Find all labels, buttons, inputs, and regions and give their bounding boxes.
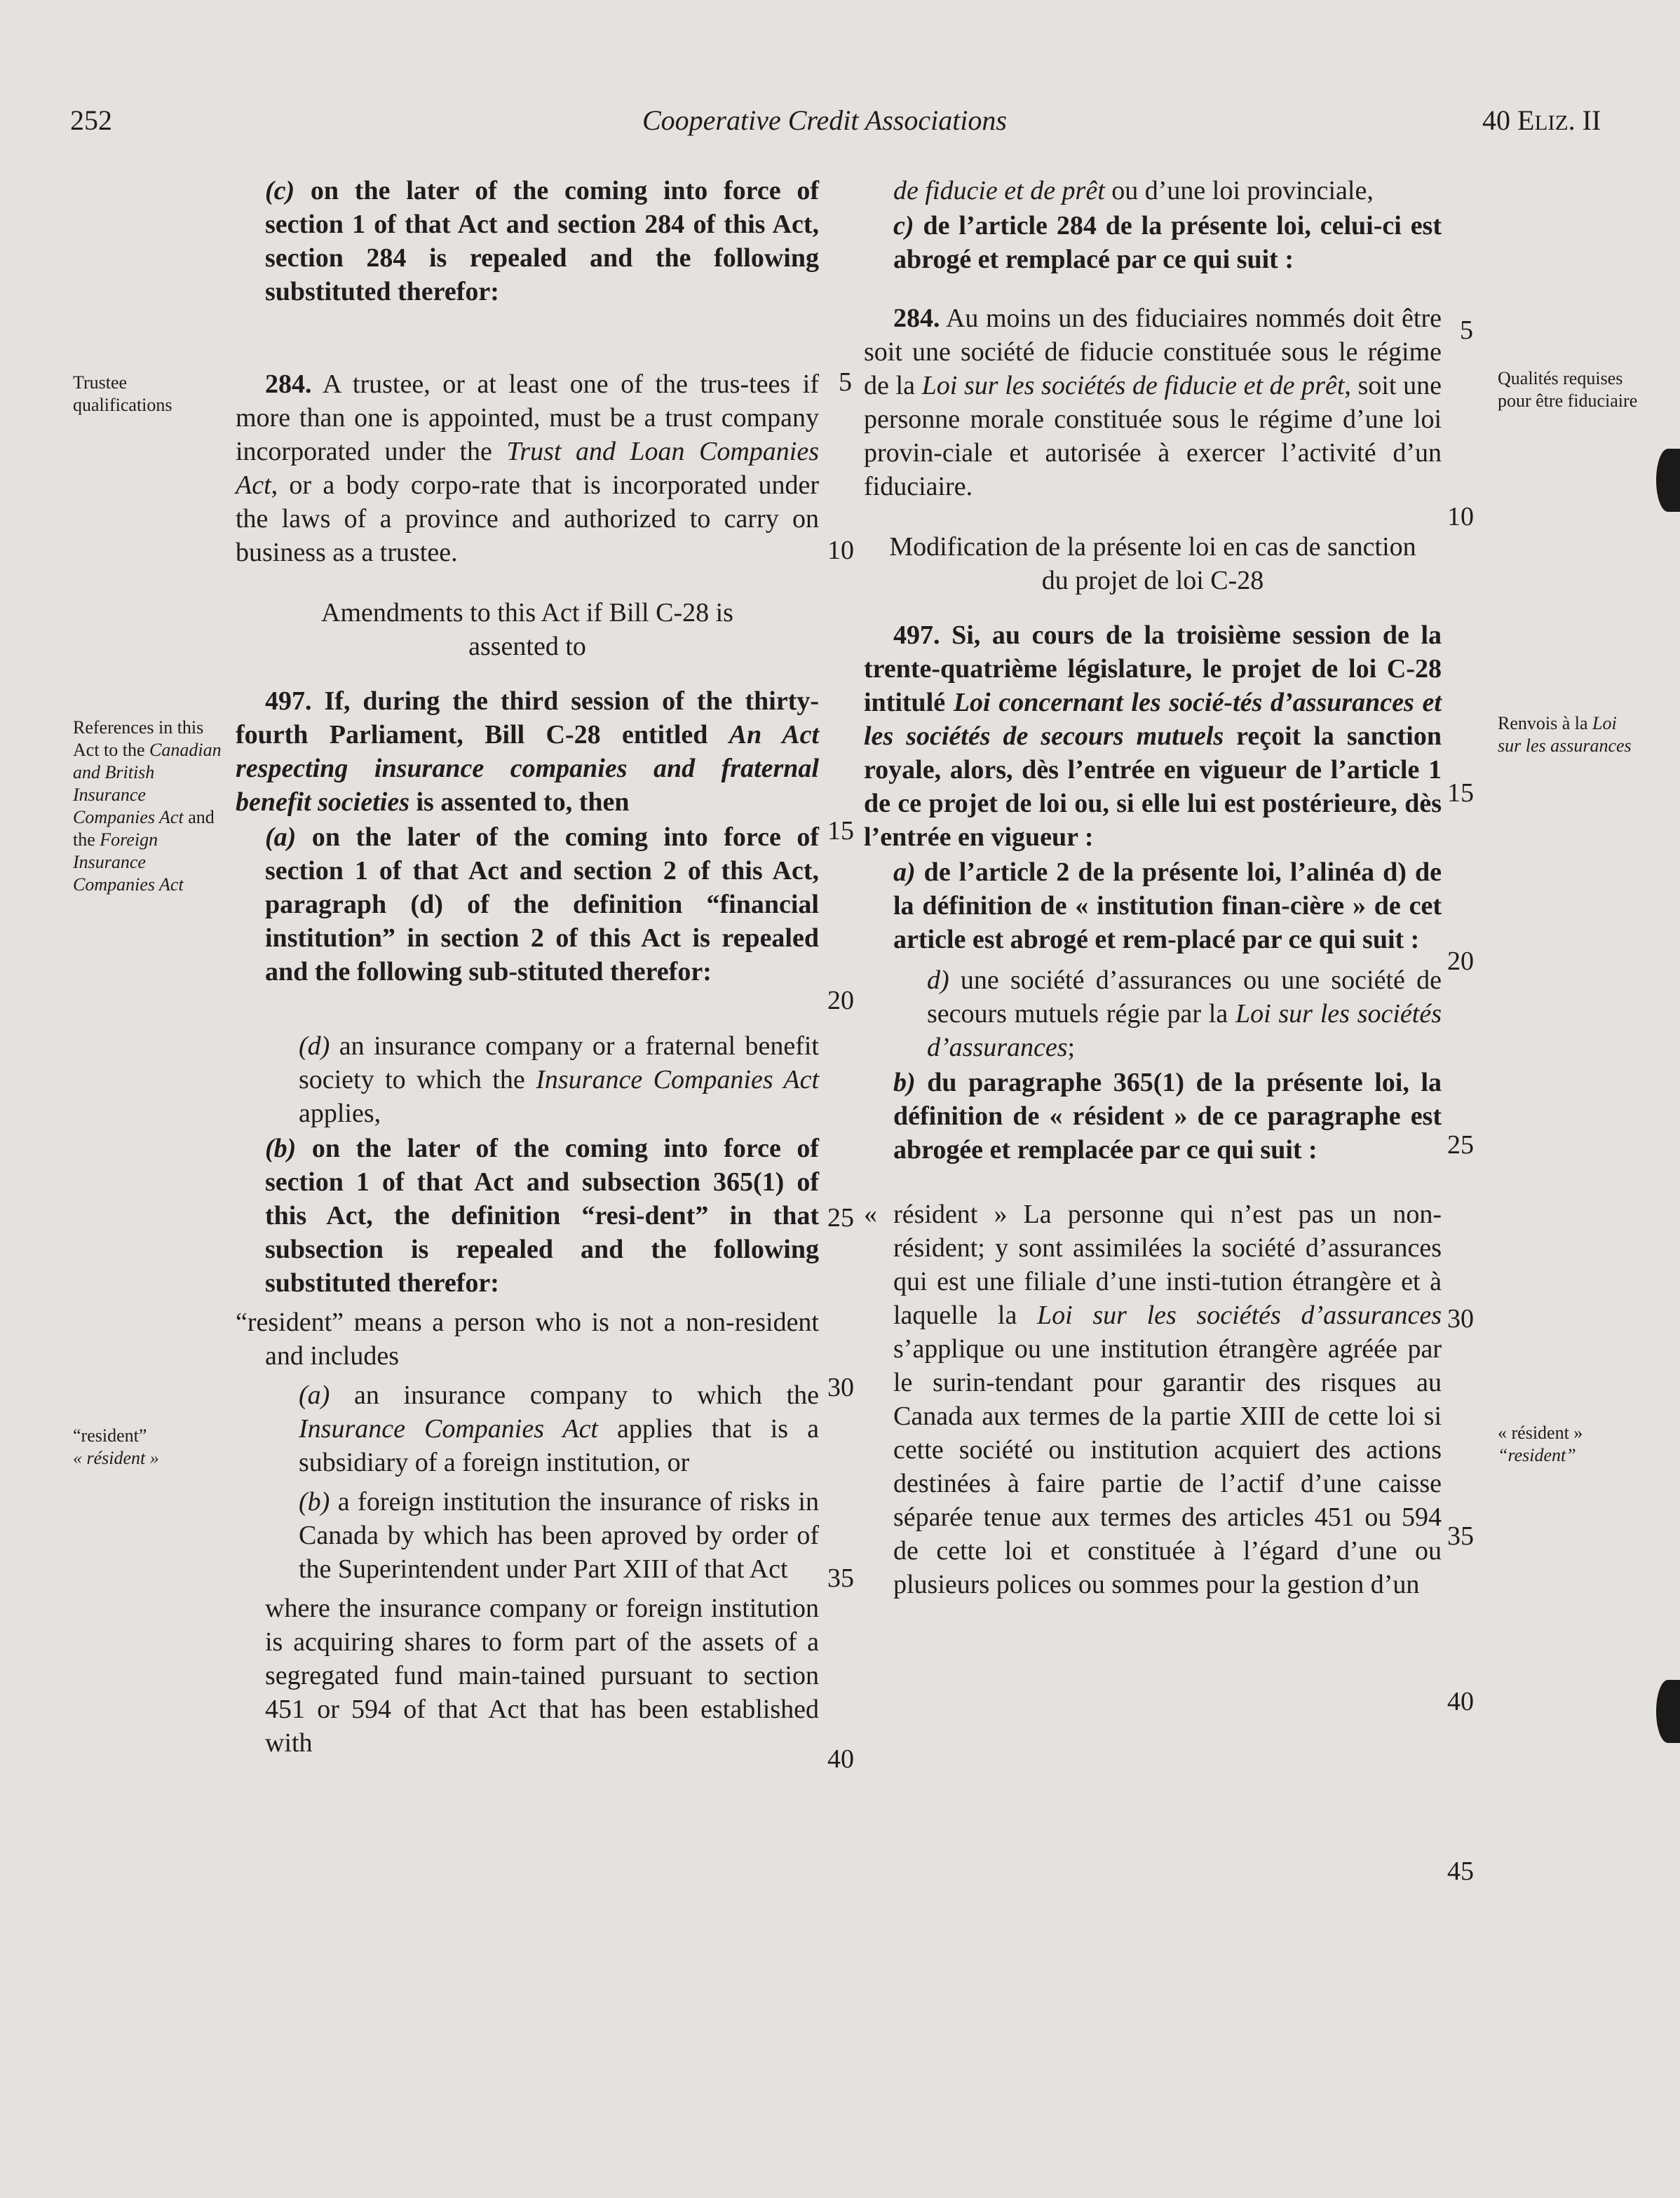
en-497-text1: If, during the third session of the thirty-fourth Parliament, Bill C-28 entitled xyxy=(236,686,819,749)
margin-note-references-and: and the xyxy=(73,807,215,850)
en-284-num: 284. xyxy=(265,369,312,399)
fr-line-number: 35 xyxy=(1447,1521,1474,1551)
en-d-text2: applies, xyxy=(299,1099,381,1128)
en-line-number: 5 xyxy=(839,367,852,397)
fr-284-text1: Au moins un des fiduciaires nommés doit être soit une société de fiducie constituée sous le régime de la xyxy=(864,304,1442,400)
fr-para-d xyxy=(864,963,1442,1064)
en-497-text2: is assented to, then xyxy=(409,787,630,817)
en-497-num: 497. xyxy=(265,686,312,716)
fr-c-text: de l’article 284 de la présente loi, celui-ci est abrogé et remplacé par ce qui suit : xyxy=(893,211,1442,274)
fr-heading: Modification de la présente loi en cas de sanction du projet de loi C-28 xyxy=(889,532,1416,595)
en-line-number: 20 xyxy=(827,986,854,1015)
margin-note-references xyxy=(73,717,224,896)
fr-resident-text2: s’applique ou une institution étrangère agréée par le surin-tendant pour garantir des risques au Canada aux termes de la partie XIII de cette loi si cette société ou institution acquiert des actions destinées à faire partie de l’actif d’une caisse séparée tenue aux termes des articles 451 ou 594 de cette loi et constituée à l’égard d’une ou plusieurs polices ou sommes pour la gestion d’un xyxy=(893,1334,1442,1599)
margin-note-renvois-text: Renvois à la xyxy=(1498,713,1593,733)
en-284-act: Trust and Loan Companies Act xyxy=(236,437,819,500)
fr-line-number: 5 xyxy=(1460,316,1473,345)
en-line-number: 40 xyxy=(827,1744,854,1774)
fr-line-number: 20 xyxy=(1447,947,1474,976)
fr-d-text1: une société d’assurances ou une société de secours mutuels régie par la xyxy=(927,965,1442,1029)
en-497-bill-title: An Act respecting insurance companies and fraternal benefit societies xyxy=(236,720,819,817)
margin-note-trustee-qualifications: Trustee qualifications xyxy=(73,372,172,415)
fr-line-number: 15 xyxy=(1447,778,1474,808)
fr-line-number: 10 xyxy=(1447,502,1474,531)
en-section-284 xyxy=(236,367,819,569)
fr-d-text2: ; xyxy=(1067,1033,1076,1062)
en-resident-definition: “resident” means a person who is not a non-resident and includes xyxy=(236,1308,819,1371)
fr-c-label: c) xyxy=(893,211,914,240)
margin-note-qualites: Qualités requises pour être fiduciaire xyxy=(1498,368,1638,411)
en-res-b-label: (b) xyxy=(299,1487,330,1517)
page-number: 252 xyxy=(70,104,112,136)
margin-note-references-act2: Foreign Insurance Companies Act xyxy=(73,829,184,895)
fr-resident-act: Loi sur les sociétés d’assurances xyxy=(1037,1301,1442,1330)
regnal-suffix: . II xyxy=(1568,104,1601,136)
en-resident-a xyxy=(236,1378,819,1479)
en-d-act: Insurance Companies Act xyxy=(536,1065,819,1094)
english-column xyxy=(236,174,819,1760)
fr-497-bill-title: Loi concernant les socié-tés d’assurances et les sociétés de secours mutuels xyxy=(864,688,1442,751)
fr-b-text: du paragraphe 365(1) de la présente loi, la définition de « résident » de ce paragraphe est abrogée et remplacée par ce qui suit : xyxy=(893,1068,1442,1165)
en-d-text1: an insurance company or a fraternal benefit society to which the xyxy=(299,1031,819,1094)
fr-para-c-intro xyxy=(864,209,1442,276)
fr-line-number: 30 xyxy=(1447,1304,1474,1334)
fr-284-text2: , soit une personne morale constituée sous le régime d’une loi provin-ciale et autorisée à exercer l’activité d’un fiduciaire. xyxy=(864,371,1442,501)
regnal-year xyxy=(1482,104,1601,136)
en-b-label: (b) xyxy=(265,1134,297,1163)
fr-d-act: Loi sur les sociétés d’assurances xyxy=(927,999,1442,1062)
en-line-number: 25 xyxy=(827,1203,854,1233)
en-heading: Amendments to this Act if Bill C-28 is assented to xyxy=(321,598,733,661)
fr-cont-text: ou d’une loi provinciale, xyxy=(1104,176,1374,205)
en-res-a-text1: an insurance company to which the xyxy=(330,1380,819,1410)
fr-resident-text1: « résident » La personne qui n’est pas un non-résident; y sont assimilées la société d’assurances qui est une filiale d’une insti-tution étrangère et à laquelle la xyxy=(864,1200,1442,1330)
en-res-a-text2: applies that is a subsidiary of a foreign institution, or xyxy=(299,1414,819,1477)
en-line-number: 35 xyxy=(827,1563,854,1593)
en-para-b-intro xyxy=(236,1132,819,1300)
french-column xyxy=(864,174,1442,1601)
en-a-label: (a) xyxy=(265,822,297,852)
fr-continuation xyxy=(864,174,1442,208)
fr-284-num: 284. xyxy=(893,304,940,333)
fr-resident-definition xyxy=(864,1198,1442,1601)
regnal-prefix: 40 E xyxy=(1482,104,1535,136)
en-para-a-intro xyxy=(236,820,819,989)
fr-para-a-intro xyxy=(864,855,1442,956)
fr-line-number: 45 xyxy=(1447,1857,1474,1886)
margin-note-references-act1: Canadian and British Insurance Companies Act xyxy=(73,740,222,827)
fr-497-text2: reçoit la sanction royale, alors, dès l’entrée en vigueur de l’article 1 de ce projet de loi ou, si elle lui est postérieure, dès l’entrée en vigueur : xyxy=(864,721,1442,852)
margin-note-renvois xyxy=(1498,712,1638,757)
fr-line-number: 40 xyxy=(1447,1687,1474,1716)
margin-note-resident-fr: « résident » xyxy=(73,1448,159,1468)
en-res-b-text: a foreign institution the insurance of risks in Canada by which has been aproved by order of the Superintendent under Part XIII of that Act xyxy=(299,1487,819,1584)
fr-d-label: d) xyxy=(927,965,949,995)
en-284-text1: A trustee, or at least one of the trus-tees if more than one is appointed, must be a trust company incorporated under the xyxy=(236,369,819,466)
en-para-d xyxy=(236,1029,819,1130)
fr-284-act: Loi sur les sociétés de fiducie et de prêt xyxy=(921,371,1345,400)
en-line-number: 10 xyxy=(827,536,854,565)
en-c-label: (c) xyxy=(265,176,295,205)
fr-para-b-intro xyxy=(864,1066,1442,1167)
en-b-text: on the later of the coming into force of section 1 of that Act and subsection 365(1) of this Act, the definition “resi-dent” in that subsection is repealed and the following substituted therefor: xyxy=(265,1134,819,1298)
en-where-clause: where the insurance company or foreign institution is acquiring shares to form part of the assets of a segregated fund main-tained pursuant to section 451 or 594 of that Act that has been established with xyxy=(265,1594,819,1758)
regnal-smallcaps: LIZ xyxy=(1534,110,1569,135)
en-a-text: on the later of the coming into force of section 1 of that Act and section 2 of this Act, paragraph (d) of the definition “financial institution” in section 2 of this Act is repealed and the following sub-stituted therefor: xyxy=(265,822,819,986)
binder-hole-bottom xyxy=(1656,1680,1680,1743)
en-line-number: 30 xyxy=(827,1373,854,1402)
margin-note-resident-en: “resident” xyxy=(73,1425,147,1446)
fr-497-num: 497. xyxy=(893,620,940,650)
fr-section-497 xyxy=(864,618,1442,854)
en-c-text: on the later of the coming into force of section 1 of that Act and section 284 of this Act, section 284 is repealed and the following substituted therefor: xyxy=(265,176,819,306)
fr-497-text1: Si, au cours de la troisième session de la trente-quatrième législature, le projet de loi C-28 intitulé xyxy=(864,620,1442,717)
en-line-number: 15 xyxy=(827,816,854,846)
margin-note-resident-en-right: “resident” xyxy=(1498,1445,1576,1465)
en-para-c-intro xyxy=(236,174,819,308)
en-section-497 xyxy=(236,684,819,819)
fr-a-label: a) xyxy=(893,857,916,887)
margin-note-renvois-act: Loi sur les assurances xyxy=(1498,713,1632,756)
margin-note-references-text: References in this Act to the xyxy=(73,717,204,760)
en-res-a-label: (a) xyxy=(299,1380,330,1410)
fr-b-label: b) xyxy=(893,1068,916,1097)
en-res-a-act: Insurance Companies Act xyxy=(299,1414,598,1444)
binder-hole-top xyxy=(1656,449,1680,512)
en-284-text2: , or a body corpo-rate that is incorporated under the laws of a province and authorized to carry on business as a trustee. xyxy=(236,470,819,567)
en-resident-b xyxy=(236,1485,819,1586)
fr-a-text: de l’article 2 de la présente loi, l’alinéa d) de la définition de « institution finan-cière » de cet article est abrogé et rem-placé par ce qui suit : xyxy=(893,857,1442,954)
fr-section-284 xyxy=(864,301,1442,503)
en-d-label: (d) xyxy=(299,1031,330,1061)
running-title: Cooperative Credit Associations xyxy=(642,104,1007,136)
margin-note-resident-fr-right: « résident » xyxy=(1498,1423,1583,1443)
fr-cont-act: de fiducie et de prêt xyxy=(893,176,1105,205)
fr-line-number: 25 xyxy=(1447,1130,1474,1160)
